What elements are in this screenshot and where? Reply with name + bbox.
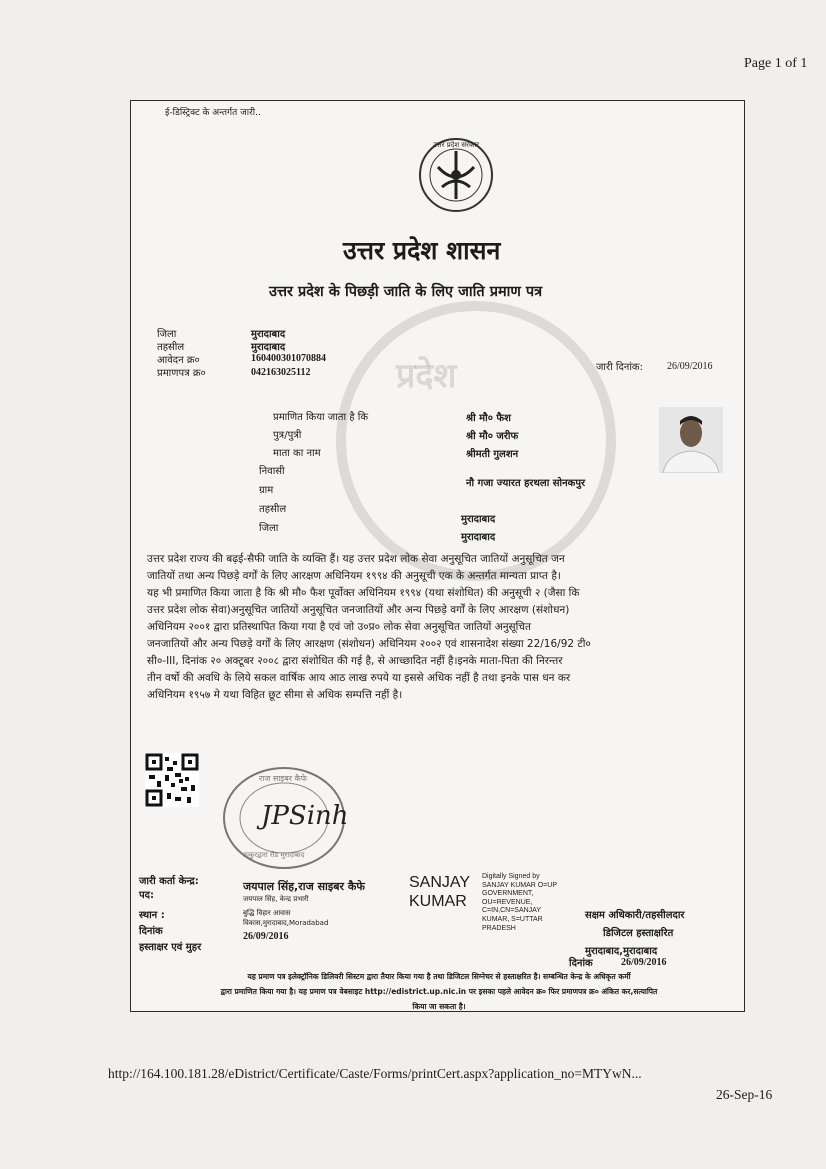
authority-place: मुरादाबाद,मुरादाबाद bbox=[585, 946, 658, 957]
digital-signer-name bbox=[409, 873, 470, 911]
issuer-place-label: स्थान : bbox=[139, 910, 165, 921]
body-line: जनजातियों और अन्य पिछड़े वर्गों के लिए आरक्षण (संशोधन) अधिनियम २००२ एवं शासनादेश संख्या 22/16/92 टी० bbox=[147, 638, 591, 650]
certificate-number-label: प्रमाणपत्र क्र० bbox=[157, 368, 206, 379]
page-number: Page 1 of 1 bbox=[744, 56, 808, 71]
sig-detail-line: Digitally Signed by bbox=[482, 873, 540, 880]
sig-detail-line: SANJAY KUMAR O=UP bbox=[482, 881, 558, 889]
certificate-number: 042163025112 bbox=[251, 367, 311, 378]
authority-date: 26/09/2016 bbox=[621, 957, 667, 968]
issuer-post-value: जयपाल सिंह, केन्द्र प्रभारी bbox=[243, 895, 309, 903]
resident-label: निवासी bbox=[259, 466, 285, 477]
certified-label: प्रमाणित किया जाता है कि bbox=[273, 412, 369, 423]
application-number: 160400301070884 bbox=[251, 353, 326, 364]
resident-address: नौ गजा ज्यारत हरथला सोनकपुर bbox=[466, 478, 586, 489]
certificate bbox=[130, 100, 745, 1012]
print-date: 26-Sep-16 bbox=[716, 1087, 773, 1102]
body-line: तीन वर्षो की अवधि के लिये सकल वार्षिक आय आठ लाख रुपये या इससे अधिक नहीं है तथा इनके पास धन कर bbox=[147, 672, 571, 684]
header-note: ई-डिस्ट्रिक्ट के अन्तर्गत जारी.. bbox=[165, 108, 261, 118]
watermark-text: प्रदेश bbox=[396, 356, 457, 396]
sig-detail-line: KUMAR, S=UTTAR bbox=[482, 915, 543, 923]
signer-last-name: KUMAR bbox=[409, 893, 467, 910]
print-url: http://164.100.181.28/eDistrict/Certificate/Caste/Forms/printCert.aspx?application_no=MTYwN... bbox=[108, 1066, 642, 1081]
district-label: जिला bbox=[157, 329, 177, 340]
issuer-date-label: दिनांक bbox=[139, 926, 163, 937]
certificate-title: उत्तर प्रदेश के पिछड़ी जाति के लिए जाति प्रमाण पत्र bbox=[269, 284, 543, 300]
issuer-place-line1: बुद्धि विहार आवास bbox=[243, 909, 291, 917]
stamp-bottom-text: ठाकुरद्वारा रोड मुरादाबाद bbox=[243, 851, 305, 859]
village-label: ग्राम bbox=[259, 485, 274, 496]
body-line: अधिनियम २००१ द्वारा प्रतिस्थापित किया गया है एवं जो उ०प्र० लोक सेवा अनुसूचित जातियों अनुसूचित bbox=[147, 621, 532, 633]
issuer-post-label: पद: bbox=[139, 890, 154, 901]
tehsil-value: मुरादाबाद bbox=[251, 342, 286, 353]
mother-name: श्रीमती गुलशन bbox=[466, 449, 519, 460]
issuer-center-value: जयपाल सिंह,राज साइबर कैफे bbox=[243, 880, 365, 893]
signer-first-name: SANJAY bbox=[409, 874, 471, 891]
person-district-value: मुरादाबाद bbox=[461, 532, 496, 543]
certificate-body bbox=[147, 551, 735, 704]
authority-title: सक्षम अधिकारी/तहसीलदार bbox=[585, 910, 685, 921]
issuer-center-label: जारी कर्ता केन्द्र: bbox=[139, 876, 199, 887]
issue-date: 26/09/2016 bbox=[667, 361, 713, 372]
tehsil-label: तहसील bbox=[157, 342, 185, 353]
note-line: यह प्रमाण पत्र इलेक्ट्रॉनिक डिलिवरी सिस्टम द्वारा तैयार किया गया है तथा डिजिटल सिग्नेचर से हस्ताक्षरित है। सम्बन्धित केन्द्र के अधिकृत कर्मी bbox=[247, 972, 631, 981]
note-line: किया जा सकता है। bbox=[412, 1002, 466, 1011]
person-tehsil-label: तहसील bbox=[259, 504, 287, 515]
digital-signature-details bbox=[482, 873, 557, 933]
body-line: जातियों तथा अन्य पिछड़े वर्गों के लिए आरक्षण अधिनियम १९९४ की अनुसूची एक के अन्तर्गत मान्यता प्राप्त है। bbox=[147, 570, 561, 582]
sig-detail-line: OU=REVENUE, bbox=[482, 898, 533, 906]
authority-date-label: दिनांक bbox=[569, 958, 593, 969]
application-label: आवेदन क्र० bbox=[157, 355, 200, 366]
verification-note bbox=[147, 969, 731, 1014]
note-line: द्वारा प्रमाणित किया गया है। यह प्रमाण पत्र वेबसाइट http://edistrict.up.nic.in पर इसका पहले आवेदन क्र० फिर प्रमाणपत्र क्र० अंकित कर,सत्यापित bbox=[220, 987, 658, 996]
body-line: उत्तर प्रदेश राज्य की बढ़ई-सैफी जाति के व्यक्ति हैं। यह उत्तर प्रदेश लोक सेवा अनुसूचित जातियों अनुसूचित जन bbox=[147, 553, 565, 565]
emblem-ring-text: उत्तर प्रदेश सरकार bbox=[432, 141, 480, 149]
mother-label: माता का नाम bbox=[273, 448, 321, 459]
issuer-sign-label: हस्ताक्षर एवं मुहर bbox=[139, 942, 202, 953]
sig-detail-line: GOVERNMENT, bbox=[482, 890, 534, 898]
body-line: यह भी प्रमाणित किया जाता है कि श्री मौ० फैश पूर्वोक्त अधिनियम १९९४ (यथा संशोधित) की अनुसूची २ (जैसा कि bbox=[147, 587, 580, 599]
issuer-date: 26/09/2016 bbox=[243, 931, 289, 942]
handwritten-signature: JPSinh bbox=[261, 801, 349, 831]
stamp-top-text: राज साइबर कैफे bbox=[259, 774, 307, 783]
applicant-photo bbox=[659, 407, 723, 473]
person-name: श्री मौ० फैश bbox=[466, 413, 511, 424]
body-line: सी०-III, दिनांक २० अक्टूबर २००८ द्वारा संशोधित की गई है, से आच्छादित नहीं है।इनके माता-पिता की निरन्तर bbox=[147, 655, 563, 667]
person-tehsil-value: मुरादाबाद bbox=[461, 514, 496, 525]
body-line: अधिनियम १९५७ मे यथा विहित छूट सीमा से अधिक सम्पत्ति नहीं है। bbox=[147, 689, 403, 701]
son-of-label: पुत्र/पुत्री bbox=[273, 430, 302, 441]
person-district-label: जिला bbox=[259, 523, 279, 534]
father-name: श्री मौ० जरीफ bbox=[466, 431, 519, 442]
issuer-place-line2: विकास,मुरादाबाद,Moradabad bbox=[243, 919, 329, 927]
government-title: उत्तर प्रदेश शासन bbox=[343, 236, 501, 265]
body-line: उत्तर प्रदेश लोक सेवा)अनुसूचित जातियों अनुसूचित जनजातियों और अन्य पिछड़े वर्गों के लिए आरक्षण (संशोधन) bbox=[147, 604, 570, 616]
sig-detail-line: PRADESH bbox=[482, 924, 516, 932]
issue-date-label: जारी दिनांक: bbox=[596, 362, 643, 373]
district-value: मुरादाबाद bbox=[251, 329, 286, 340]
qr-code-icon bbox=[145, 753, 199, 807]
authority-subtitle: डिजिटल हस्ताक्षरित bbox=[603, 928, 674, 939]
sig-detail-line: C=IN,CN=SANJAY bbox=[482, 907, 541, 915]
